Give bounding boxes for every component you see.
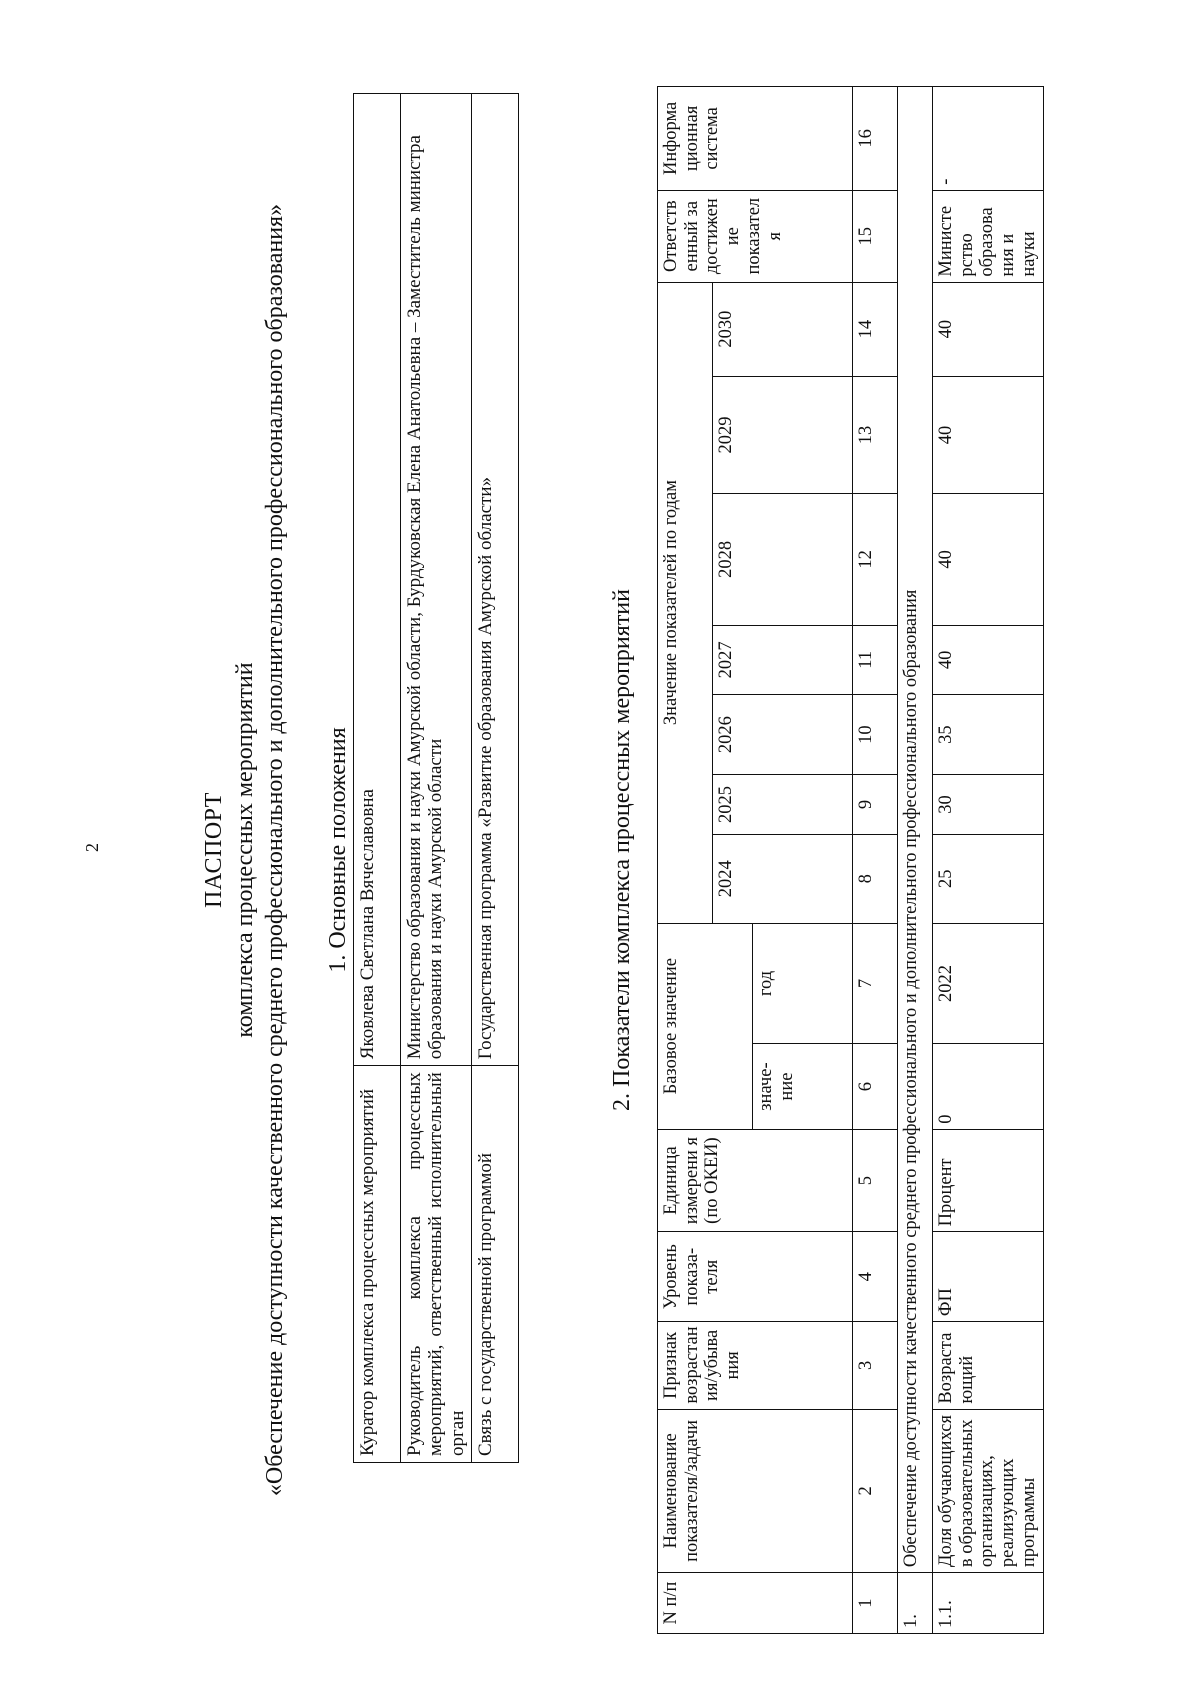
value-2029: 40 — [933, 376, 1044, 494]
main-provisions-table — [353, 93, 519, 1463]
column-numbers-row — [853, 87, 898, 1634]
header-sign: Признак возрастан ия/убыва ния — [658, 1322, 853, 1410]
header-years-group: Значение показателей по годам — [658, 282, 713, 923]
col-number: 9 — [853, 775, 898, 835]
document-subtitle: комплекса процессных мероприятий — [232, 662, 258, 1038]
program-link-label: Связь с государственной программой — [471, 1066, 518, 1463]
curator-label: Куратор комплекса процессных мероприятий — [354, 1066, 401, 1463]
header-unit: Единица измерени я (по ОКЕИ) — [658, 1129, 853, 1232]
value-2028: 40 — [933, 494, 1044, 625]
col-number: 13 — [853, 376, 898, 494]
header-base-value: значе- ние — [753, 1044, 853, 1129]
indicator-name: Доля обучающихся в образовательных организациях, реализующих программы — [933, 1409, 1044, 1572]
col-number: 5 — [853, 1129, 898, 1232]
value-2027: 40 — [933, 625, 1044, 694]
header-name: Наименование показателя/задачи — [658, 1409, 853, 1572]
value-2025: 30 — [933, 775, 1044, 835]
curator-value: Яковлева Светлана Вячеславовна — [354, 94, 401, 1066]
value-2026: 35 — [933, 695, 1044, 775]
col-number: 3 — [853, 1322, 898, 1410]
header-year: 2029 — [713, 376, 853, 494]
task-number: 1. — [898, 1573, 933, 1634]
section1-heading: 1. Основные положения — [325, 727, 351, 973]
header-row — [658, 87, 713, 1634]
header-base-year: год — [753, 923, 853, 1044]
col-number: 2 — [853, 1409, 898, 1572]
header-year: 2026 — [713, 695, 853, 775]
col-number: 1 — [853, 1573, 898, 1634]
header-info: Информа ционная система — [658, 87, 853, 191]
header-responsible: Ответств енный за достижен ие показател я — [658, 190, 853, 282]
head-value: Министерство образования и науки Амурской области, Бурдуковская Елена Анатольевна – Заместитель министра образования и науки Амурской области — [401, 94, 472, 1066]
col-number: 15 — [853, 190, 898, 282]
col-number: 10 — [853, 695, 898, 775]
program-name: «Обеспечение доступности качественного среднего профессионального и дополнительного профессионального образования» — [262, 203, 288, 1497]
section2-heading: 2. Показатели комплекса процессных мероприятий — [609, 589, 635, 1112]
col-number: 14 — [853, 282, 898, 376]
indicator-unit: Процент — [933, 1129, 1044, 1232]
base-year: 2022 — [933, 923, 1044, 1044]
header-level: Уровень показа- теля — [658, 1232, 853, 1322]
header-base: Базовое значение — [658, 923, 753, 1129]
table-row — [471, 94, 518, 1463]
program-link-value: Государственная программа «Развитие образования Амурской области» — [471, 94, 518, 1066]
table-row — [354, 94, 401, 1463]
header-num: N п/п — [658, 1573, 853, 1634]
row-number: 1.1. — [933, 1573, 1044, 1634]
col-number: 12 — [853, 494, 898, 625]
value-2024: 25 — [933, 834, 1044, 923]
value-2030: 40 — [933, 282, 1044, 376]
task-row — [898, 87, 933, 1634]
table-row — [933, 87, 1044, 1634]
task-text: Обеспечение доступности качественного среднего профессионального и дополнительного профессионального образования — [898, 87, 933, 1573]
header-year: 2025 — [713, 775, 853, 835]
col-number: 11 — [853, 625, 898, 694]
table-row — [401, 94, 472, 1463]
page-number: 2 — [82, 843, 102, 852]
col-number: 8 — [853, 834, 898, 923]
col-number: 7 — [853, 923, 898, 1044]
indicator-info-system: - — [933, 87, 1044, 191]
header-year: 2024 — [713, 834, 853, 923]
header-year: 2030 — [713, 282, 853, 376]
indicators-table — [657, 86, 1044, 1634]
indicator-sign: Возраста ющий — [933, 1322, 1044, 1410]
col-number: 6 — [853, 1044, 898, 1129]
indicator-responsible: Министе рство образова ния и науки — [933, 190, 1044, 282]
header-year: 2027 — [713, 625, 853, 694]
header-year: 2028 — [713, 494, 853, 625]
document-title: ПАСПОРТ — [201, 792, 227, 908]
col-number: 4 — [853, 1232, 898, 1322]
indicator-level: ФП — [933, 1232, 1044, 1322]
base-value: 0 — [933, 1044, 1044, 1129]
col-number: 16 — [853, 87, 898, 191]
head-label: Руководитель комплекса процессных мероприятий, ответственный исполнительный орган — [401, 1066, 472, 1463]
